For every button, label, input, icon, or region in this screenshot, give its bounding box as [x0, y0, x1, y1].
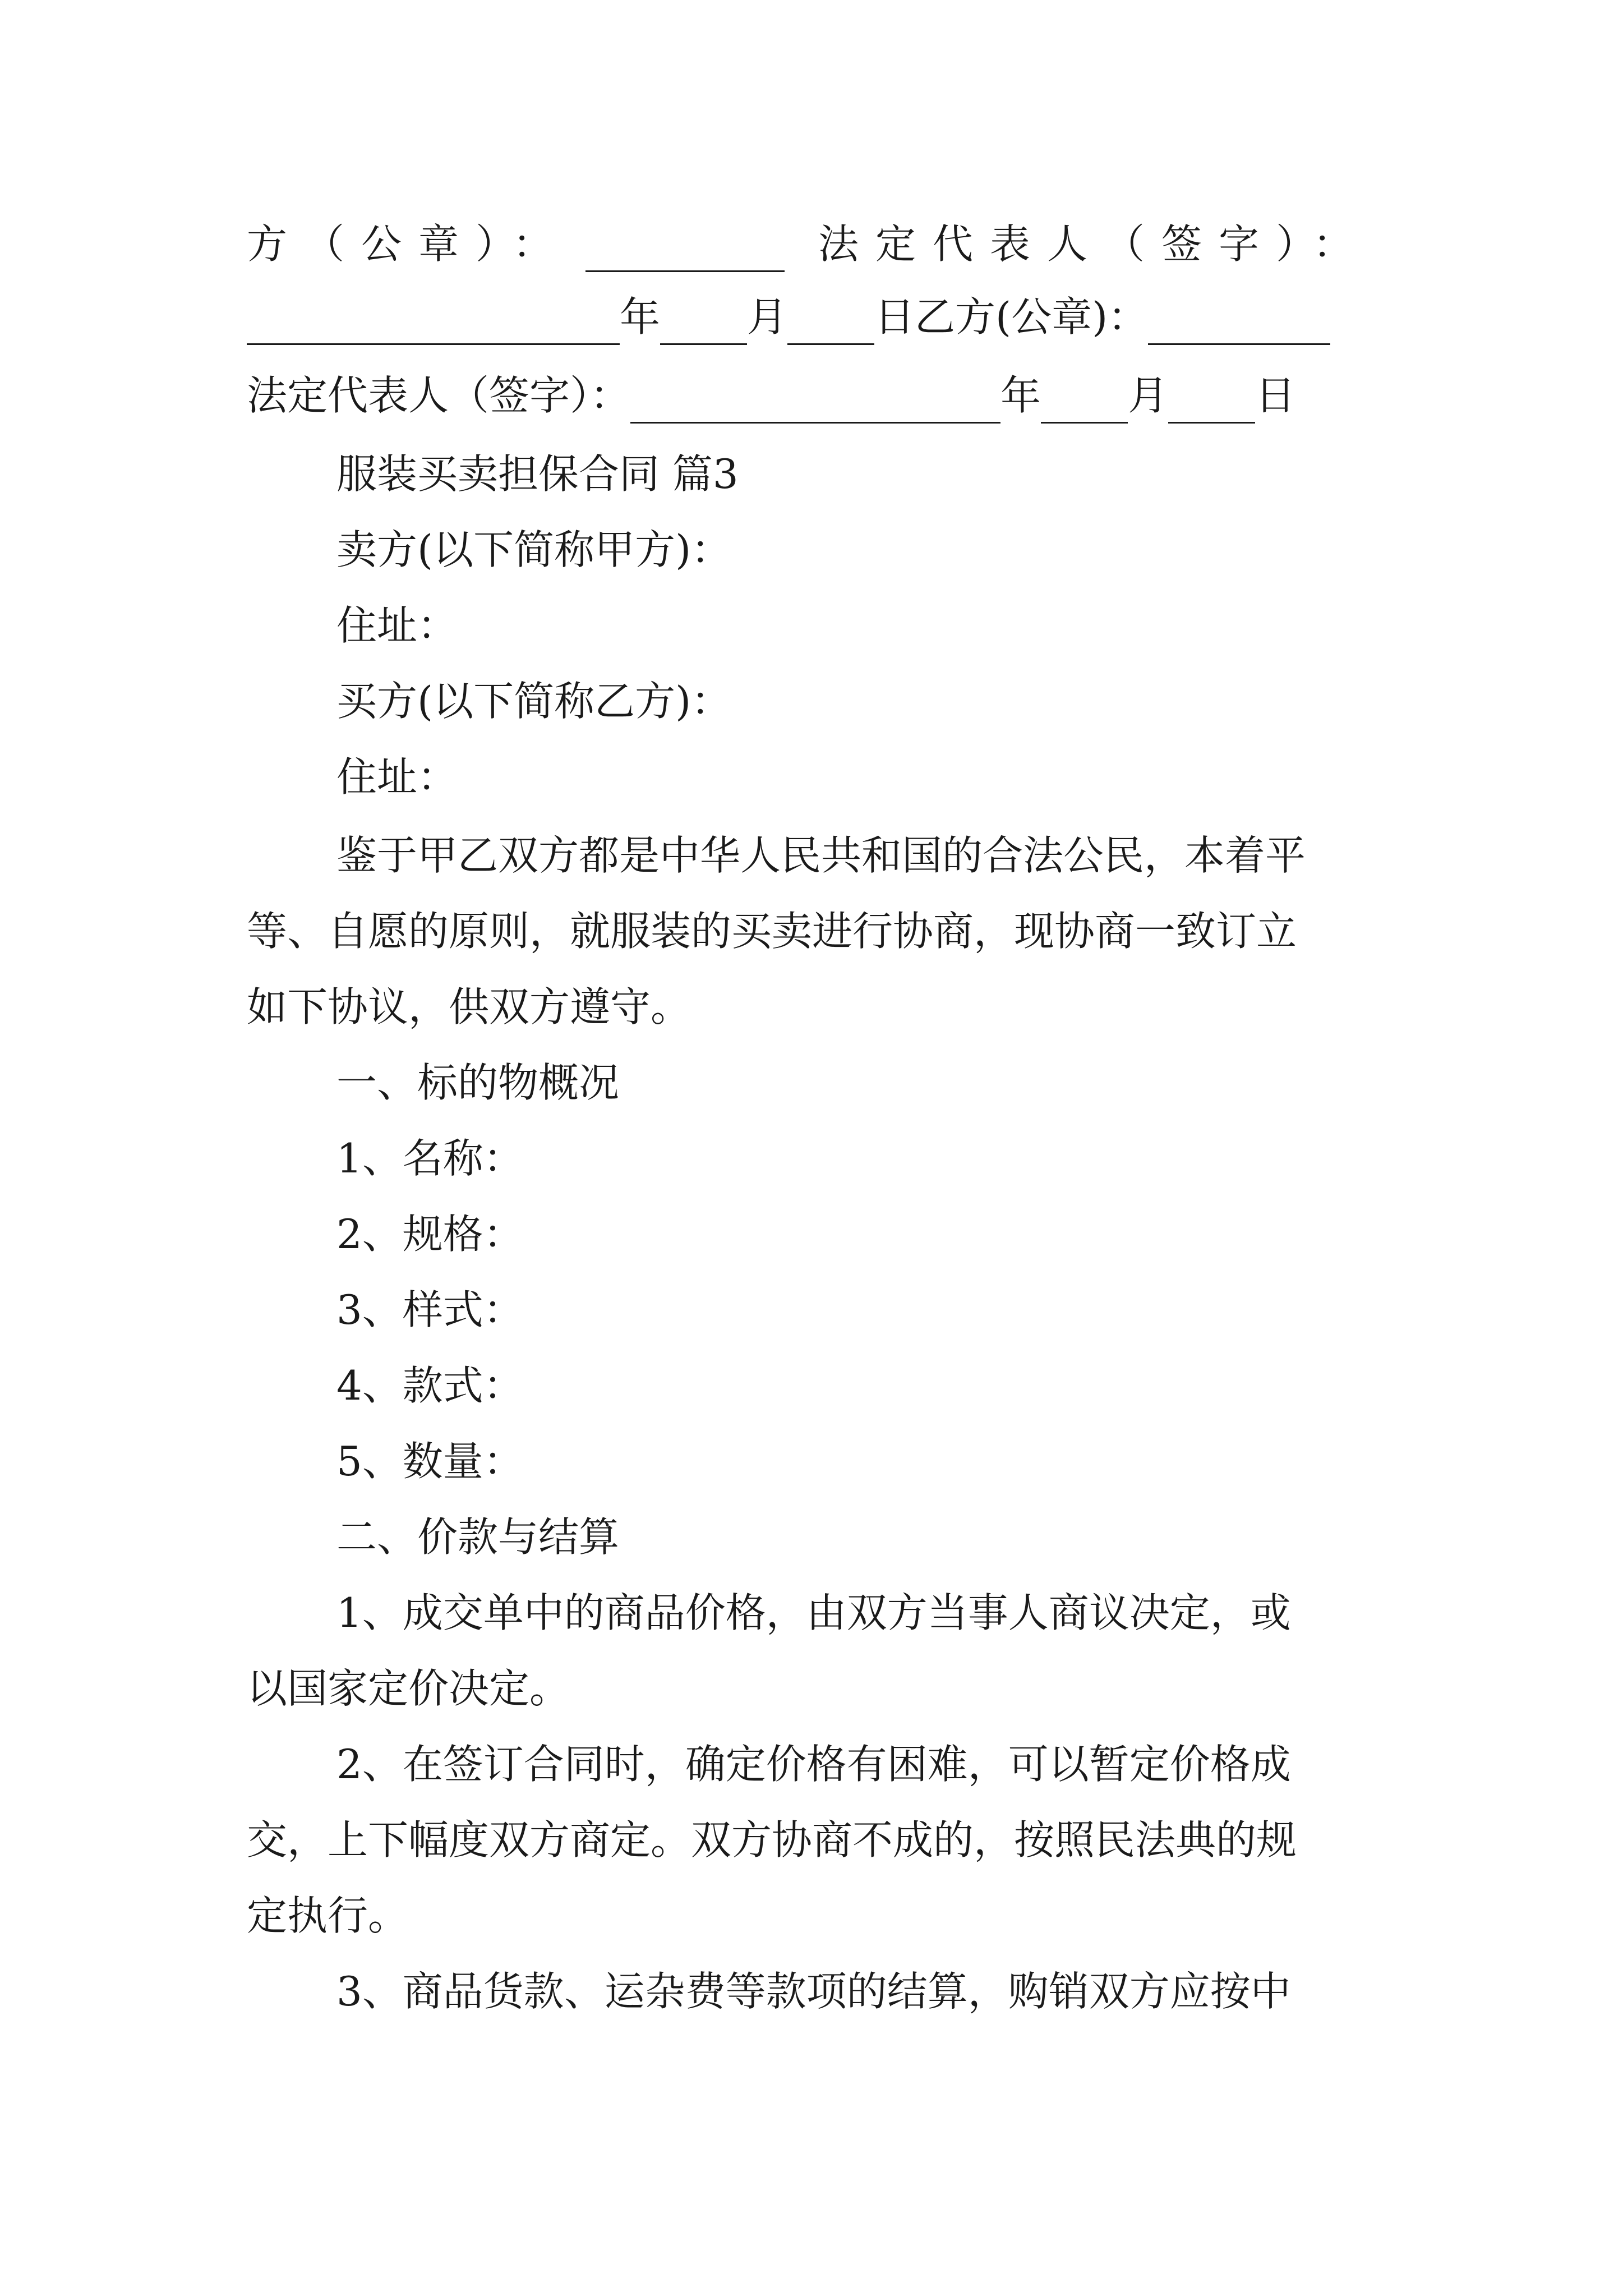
day-label-2: 日 — [1255, 372, 1296, 419]
month-label: 月 — [747, 293, 788, 341]
party-a-seal-blank — [585, 236, 785, 272]
party-a-rep-label: 法定代表人（签字）： — [818, 220, 1371, 268]
month-blank — [660, 309, 747, 345]
section-1-heading: 一、标的物概况 — [336, 1059, 620, 1106]
item-name: 1、名称： — [336, 1135, 524, 1182]
party-b-rep-label: 法定代表人（签字）： — [247, 372, 631, 419]
item-model: 4、款式： — [336, 1362, 524, 1409]
party-b-seal-blank — [1148, 309, 1330, 345]
signature-line-2 — [247, 289, 1385, 345]
party-a-seal-label: 方（公章）： — [247, 220, 570, 268]
contract-title: 服装买卖担保合同 篇3 — [336, 450, 739, 498]
month-blank-2 — [1041, 387, 1128, 424]
preamble-line-2: 等、自愿的原则，就服装的买卖进行协商，现协商一致订立 — [247, 908, 1297, 955]
month-label-2: 月 — [1128, 372, 1169, 419]
clause-2-line-3: 定执行。 — [247, 1892, 409, 1939]
clause-1-line-1: 1、成交单中的商品价格，由双方当事人商议决定，或 — [336, 1589, 1291, 1636]
signature-line-3 — [247, 367, 1385, 424]
buyer-line: 买方(以下简称乙方)： — [336, 678, 732, 725]
preamble-line-3: 如下协议，供双方遵守。 — [247, 983, 691, 1030]
party-b-signature-blank — [630, 387, 1000, 424]
preamble-line-1: 鉴于甲乙双方都是中华人民共和国的合法公民，本着平 — [336, 832, 1306, 879]
item-quantity: 5、数量： — [336, 1438, 524, 1485]
day-blank-2 — [1168, 387, 1255, 424]
year-label-2: 年 — [1000, 372, 1041, 419]
clause-2-line-1: 2、在签订合同时，确定价格有困难，可以暂定价格成 — [336, 1741, 1291, 1788]
signature-line-1 — [247, 216, 1385, 272]
buyer-address-line: 住址： — [336, 753, 458, 800]
clause-3-line-1: 3、商品货款、运杂费等款项的结算，购销双方应按中 — [336, 1968, 1291, 2015]
year-label: 年 — [620, 293, 661, 341]
seller-address-line: 住址： — [336, 602, 458, 649]
party-a-signature-blank — [247, 309, 620, 345]
party-b-seal-label: 日乙方(公章)： — [874, 293, 1149, 341]
seller-line: 卖方(以下简称甲方)： — [336, 526, 732, 573]
item-spec: 2、规格： — [336, 1211, 524, 1258]
day-blank — [787, 309, 874, 345]
section-2-heading: 二、价款与结算 — [336, 1513, 620, 1561]
clause-2-line-2: 交，上下幅度双方商定。双方协商不成的，按照民法典的规 — [247, 1816, 1297, 1864]
clause-1-line-2: 以国家定价决定。 — [247, 1665, 570, 1712]
item-style: 3、样式： — [336, 1286, 524, 1333]
